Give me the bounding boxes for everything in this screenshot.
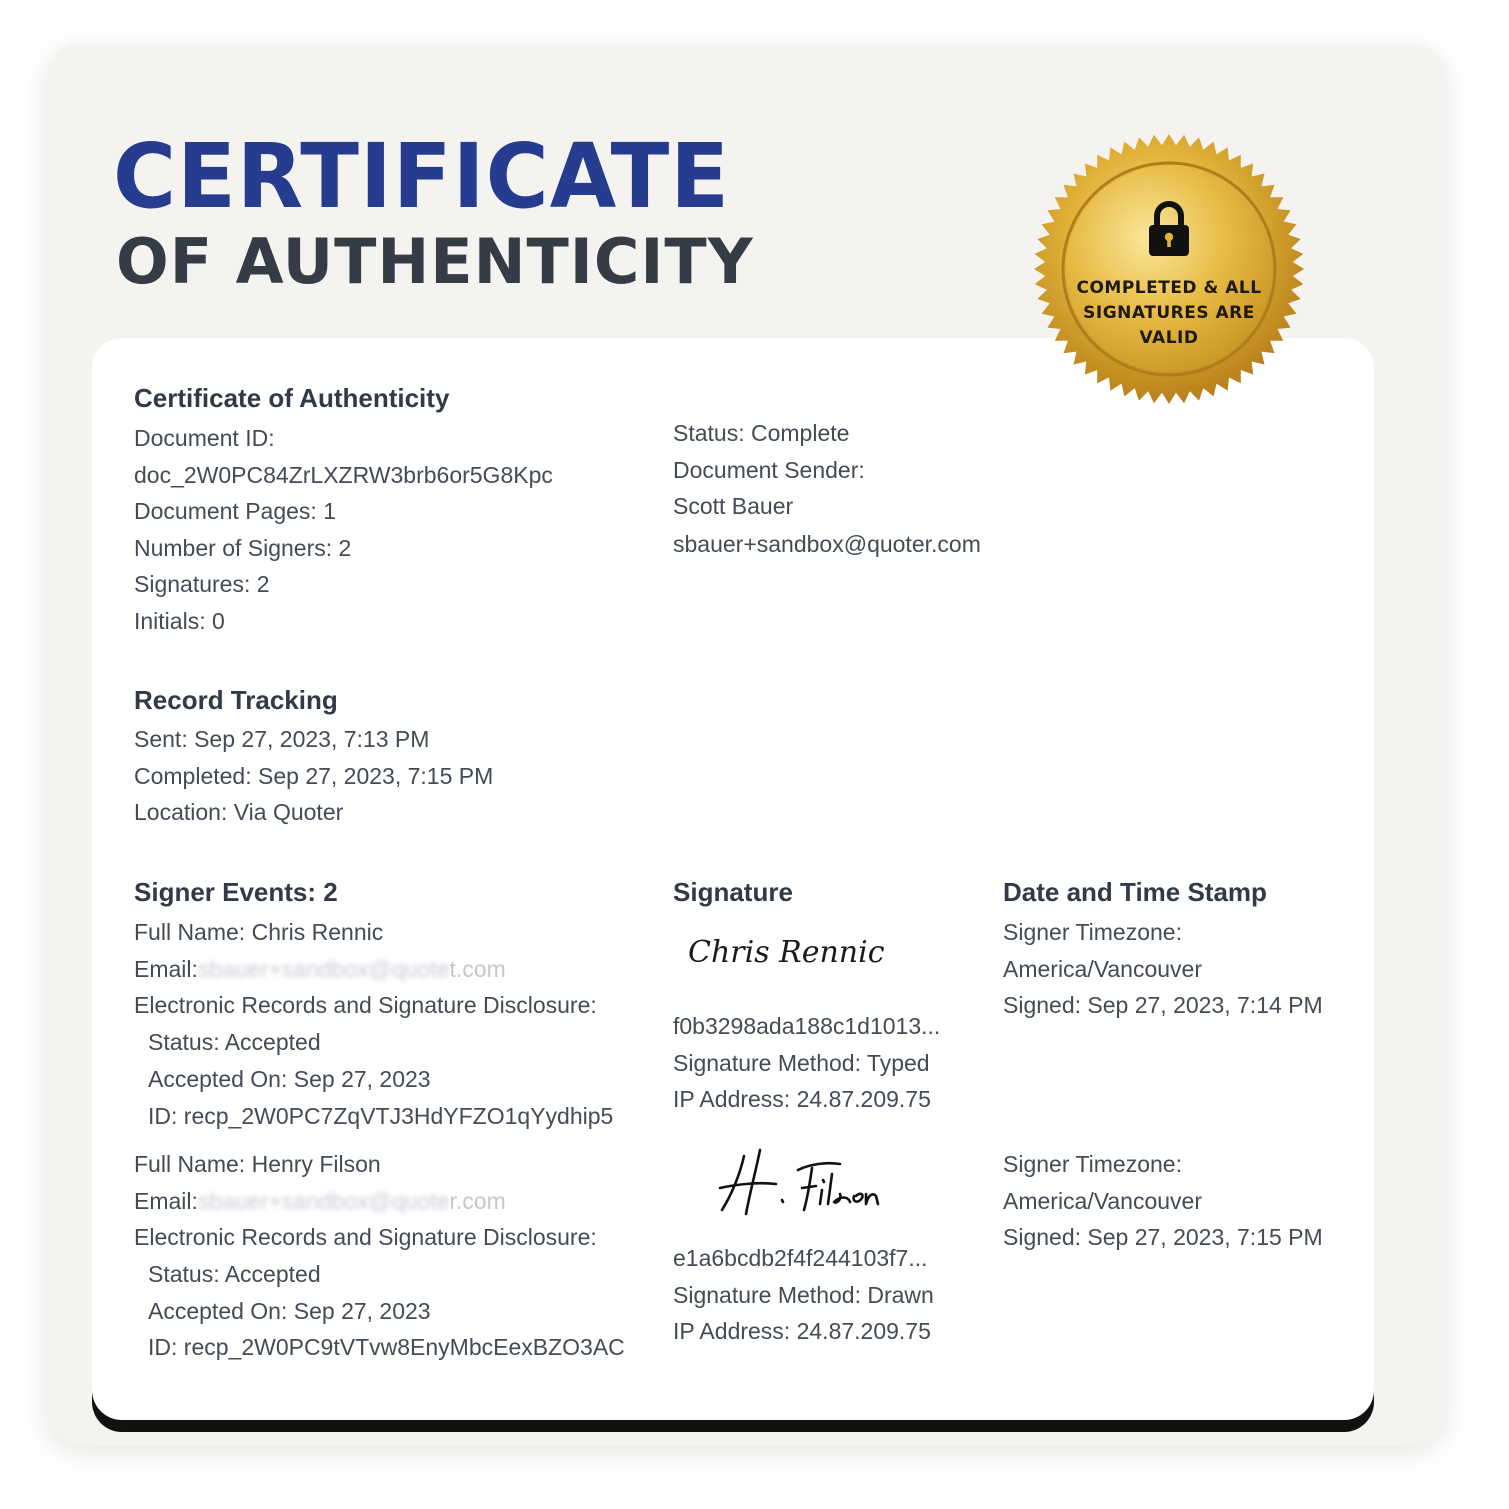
seal-label <box>1066 276 1272 351</box>
disclosure-label: Electronic Records and Signature Disclosure: <box>134 992 597 1018</box>
signer-full-name: Full Name: Henry Filson <box>134 1151 381 1177</box>
seal-line: SIGNATURES ARE <box>1083 303 1255 323</box>
signer-events-heading: Signer Events: 2 <box>134 877 338 907</box>
date-time-heading: Date and Time Stamp <box>1003 877 1267 907</box>
signature-method: Signature Method: Drawn <box>673 1282 934 1308</box>
page-subtitle: OF AUTHENTICITY <box>116 225 754 298</box>
completed-timestamp: Completed: Sep 27, 2023, 7:15 PM <box>134 763 494 789</box>
disclosure-label: Electronic Records and Signature Disclosure: <box>134 1224 597 1250</box>
ip-address: IP Address: 24.87.209.75 <box>673 1318 931 1344</box>
email-suffix: t.com <box>449 956 506 982</box>
drawn-signature <box>716 1146 886 1218</box>
recipient-id: ID: recp_2W0PC7ZqVTJ3HdYFZO1qYydhip5 <box>148 1103 614 1129</box>
document-id-label: Document ID: <box>134 425 275 451</box>
sender-email: sbauer+sandbox@quoter.com <box>673 531 981 557</box>
signer-full-name: Full Name: Chris Rennic <box>134 919 384 945</box>
signature-hash: e1a6bcdb2f4f244103f7... <box>673 1245 928 1271</box>
validity-seal <box>1032 132 1306 406</box>
disclosure-accepted-on: Accepted On: Sep 27, 2023 <box>148 1066 431 1092</box>
signed-timestamp: Signed: Sep 27, 2023, 7:15 PM <box>1003 1224 1323 1250</box>
sent-timestamp: Sent: Sep 27, 2023, 7:13 PM <box>134 726 430 752</box>
disclosure-status: Status: Accepted <box>148 1261 321 1287</box>
sender-name: Scott Bauer <box>673 493 794 519</box>
number-of-signers: Number of Signers: 2 <box>134 535 352 561</box>
document-status: Status: Complete <box>673 420 850 446</box>
seal-line: COMPLETED & ALL <box>1076 278 1262 298</box>
email-label: Email: <box>134 956 198 982</box>
sender-label: Document Sender: <box>673 457 865 483</box>
redacted-email: sbauer+sandbox@quote <box>197 956 450 982</box>
document-id-value: doc_2W0PC84ZrLXZRW3brb6or5G8Kpc <box>134 462 553 488</box>
signed-timestamp: Signed: Sep 27, 2023, 7:14 PM <box>1003 992 1323 1018</box>
record-tracking-heading: Record Tracking <box>134 685 338 715</box>
location: Location: Via Quoter <box>134 799 344 825</box>
timezone-label: Signer Timezone: <box>1003 1151 1182 1177</box>
ip-address: IP Address: 24.87.209.75 <box>673 1086 931 1112</box>
typed-signature: Chris Rennic <box>688 935 885 970</box>
page-title: CERTIFICATE <box>113 125 731 229</box>
email-label: Email: <box>134 1188 198 1214</box>
signature-method: Signature Method: Typed <box>673 1050 930 1076</box>
document-pages: Document Pages: 1 <box>134 498 337 524</box>
timezone-value: America/Vancouver <box>1003 956 1202 982</box>
signature-hash: f0b3298ada188c1d1013... <box>673 1013 941 1039</box>
signer-email <box>134 1186 506 1216</box>
email-suffix: r.com <box>449 1188 506 1214</box>
signature-heading: Signature <box>673 877 793 907</box>
certificate-heading: Certificate of Authenticity <box>134 383 450 413</box>
disclosure-status: Status: Accepted <box>148 1029 321 1055</box>
redacted-email: sbauer+sandbox@quote <box>197 1188 450 1214</box>
disclosure-accepted-on: Accepted On: Sep 27, 2023 <box>148 1298 431 1324</box>
timezone-value: America/Vancouver <box>1003 1188 1202 1214</box>
signer-email <box>134 954 506 984</box>
recipient-id: ID: recp_2W0PC9tVTvw8EnyMbcEexBZO3AC <box>148 1334 625 1360</box>
timezone-label: Signer Timezone: <box>1003 919 1182 945</box>
seal-line: VALID <box>1139 328 1199 348</box>
initials-count: Initials: 0 <box>134 608 225 634</box>
signatures-count: Signatures: 2 <box>134 571 270 597</box>
